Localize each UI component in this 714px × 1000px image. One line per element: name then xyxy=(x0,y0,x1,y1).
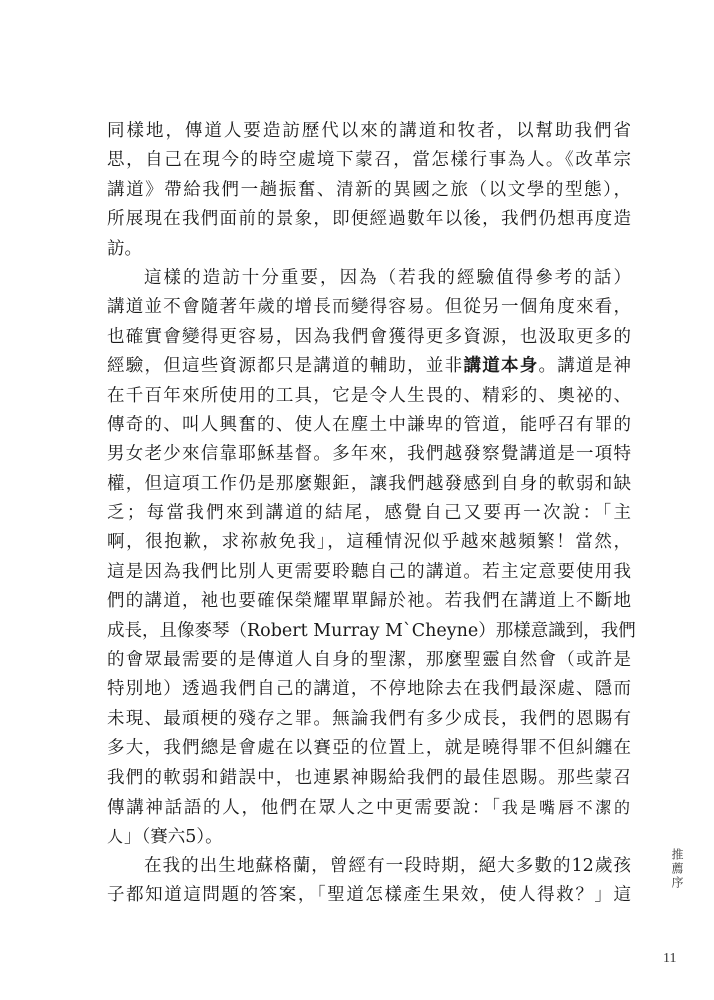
text-line: 也確實會變得更容易，因為我們會獲得更多資源，也汲取更多的 xyxy=(107,326,631,347)
text-line: 多大，我們總是會處在以賽亞的位置上，就是曉得罪不但糾纏在 xyxy=(107,738,631,759)
text-line: 的會眾最需要的是傳道人自身的聖潔，那麼聖靈自然會（或許是 xyxy=(107,650,631,671)
text-segment: 經驗，但這些資源都只是講道的輔助，並非 xyxy=(107,356,464,377)
text-line xyxy=(107,822,631,851)
text-line: 思，自己在現今的時空處境下蒙召，當怎樣行事為人。《改革宗 xyxy=(107,150,631,171)
text-line: 所展現在我們面前的景象，即便經過數年以後，我們仍想再度造 xyxy=(107,209,631,230)
text-line: 在我的出生地蘇格蘭，曾經有一段時期，絕大多數的12歲孩 xyxy=(144,855,631,876)
text-line: 權，但這項工作仍是那麼艱鉅，讓我們越發感到自身的軟弱和缺 xyxy=(107,473,631,494)
text-segment: 」（賽六5）。 xyxy=(124,827,223,848)
text-line: 特別地）透過我們自己的講道，不停地除去在我們最深處、隱而 xyxy=(107,679,631,700)
text-line: 未現、最頑梗的殘存之罪。無論我們有多少成長，我們的恩賜有 xyxy=(107,708,631,729)
text-line xyxy=(107,352,631,381)
emphasis-text: 講道本身 xyxy=(463,356,539,377)
text-line xyxy=(107,793,631,822)
page-body-text xyxy=(107,117,636,911)
text-line: 這樣的造訪十分重要，因為（若我的經驗值得參考的話） xyxy=(144,267,631,288)
text-line: 我們的軟弱和錯誤中，也連累神賜給我們的最佳恩賜。那些蒙召 xyxy=(107,767,631,788)
text-line: 男女老少來信靠耶穌基督。多年來，我們越發察覺講道是一項特 xyxy=(107,444,631,465)
text-line: 子都知道這問題的答案，「聖道怎樣產生果效，使人得救？」這 xyxy=(107,885,631,906)
text-line: 們的講道，祂也要確保榮耀單單歸於祂。若我們在講道上不斷地 xyxy=(107,591,631,612)
text-line: 乏；每當我們來到講道的結尾，感覺自己又要再一次說：「主 xyxy=(107,503,631,524)
scripture-quote: 我是嘴唇不潔的 xyxy=(501,797,631,817)
section-side-label: 推薦序 xyxy=(670,848,684,890)
text-line: 成長，且像麥琴（Robert Murray M`Cheyne）那樣意識到，我們 xyxy=(107,620,636,641)
text-line: 講道並不會隨著年歲的增長而變得容易。但從另一個角度來看， xyxy=(107,297,631,318)
text-line: 同樣地，傳道人要造訪歷代以來的講道和牧者，以幫助我們省 xyxy=(107,121,631,141)
text-line: 這是因為我們比別人更需要聆聽自己的講道。若主定意要使用我 xyxy=(107,561,631,582)
text-line: 傳奇的、叫人興奮的、使人在塵土中謙卑的管道，能呼召有罪的 xyxy=(107,414,631,435)
text-line: 講道》帶給我們一趟振奮、清新的異國之旅（以文學的型態）， xyxy=(107,179,631,200)
text-segment: 傳講神話語的人，他們在眾人之中更需要說：「 xyxy=(107,797,502,818)
text-segment: 。講道是神 xyxy=(538,356,632,377)
text-line: 在千百年來所使用的工具，它是令人生畏的、精彩的、奧祕的、 xyxy=(107,385,631,406)
text-line: 啊，很抱歉，求祢赦免我」，這種情況似乎越來越頻繁！當然， xyxy=(107,532,631,553)
page-number: 11 xyxy=(663,951,677,966)
text-line: 訪。 xyxy=(107,238,142,259)
scripture-quote: 人 xyxy=(107,827,125,847)
